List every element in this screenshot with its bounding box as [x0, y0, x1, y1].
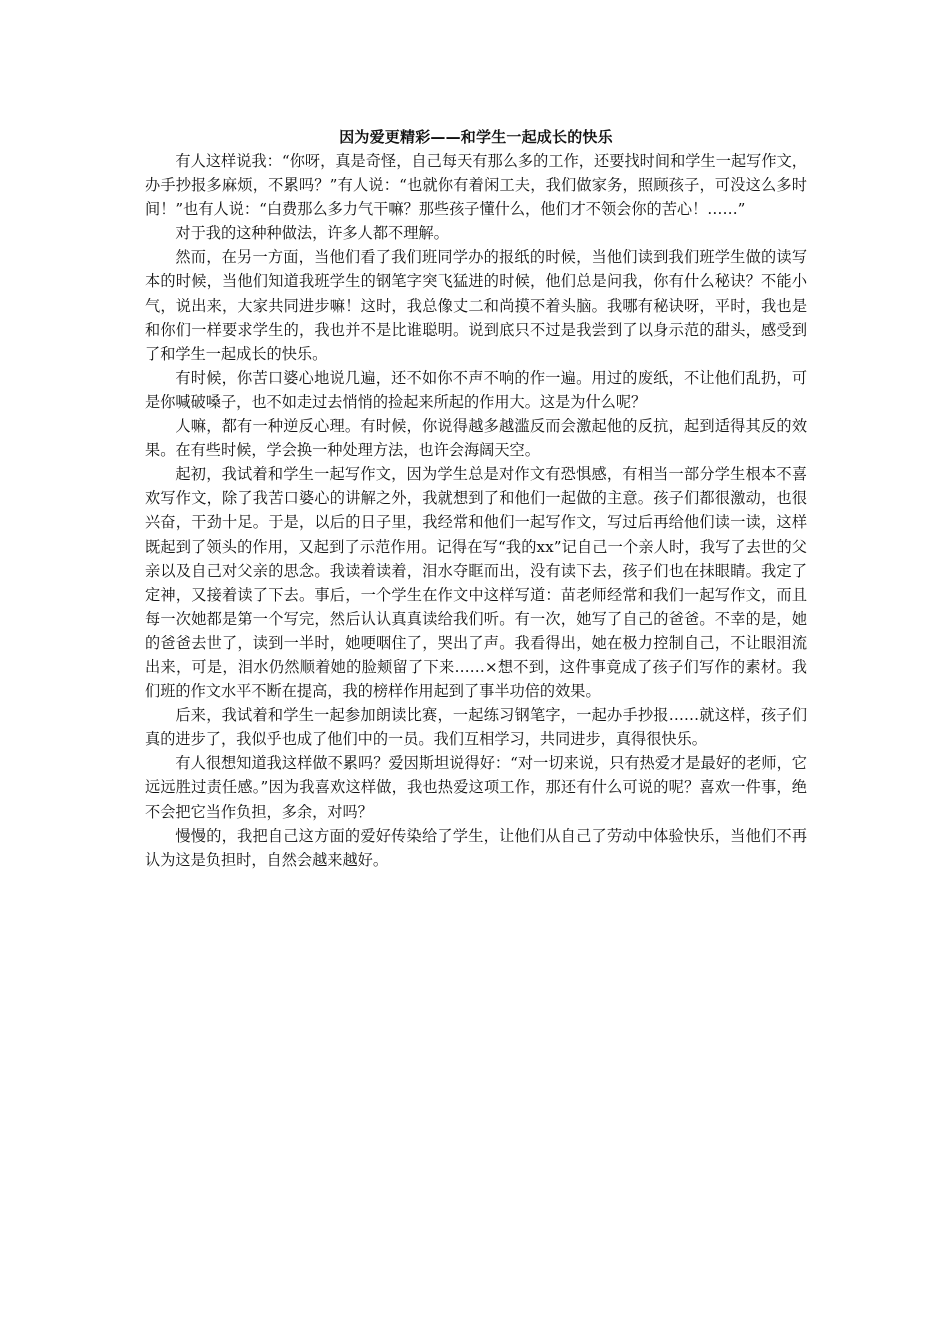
paragraph: 后来，我试着和学生一起参加朗读比赛，一起练习钢笔字，一起办手抄报……就这样，孩子们真的进步了，我似乎也成了他们中的一员。我们互相学习，共同进步，真得很快乐。 [145, 706, 807, 749]
paragraph: 有时候，你苦口婆心地说几遍，还不如你不声不响的作一遍。用过的废纸，不让他们乱扔，可是你喊破嗓子，也不如走过去悄悄的捡起来所起的作用大。这是为什么呢？ [145, 368, 807, 411]
paragraph: 有人很想知道我这样做不累吗？爱因斯坦说得好：“对一切来说，只有热爱才是最好的老师，它远远胜过责任感。”因为我喜欢这样做，我也热爱这项工作，那还有什么可说的呢？喜欢一件事，绝不会把它当作负担，多余，对吗？ [145, 754, 807, 821]
paragraph: 慢慢的，我把自己这方面的爱好传染给了学生，让他们从自己了劳动中体验快乐，当他们不再认为这是负担时，自然会越来越好。 [145, 826, 807, 869]
paragraph: 对于我的这种种做法，许多人都不理解。 [175, 224, 449, 243]
paragraph: 起初，我试着和学生一起写作文，因为学生总是对作文有恐惧感，有相当一部分学生根本不喜欢写作文，除了我苦口婆心的讲解之外，我就想到了和他们一起做的主意。孩子们都很激动，也很兴奋，干劲十足。于是，以后的日子里，我经常和他们一起写作文，写过后再给他们读一读，这样既起到了领头的作用，又起到了示范作用。记得在写“我的xx”记自己一个亲人时，我写了去世的父亲以及自己对父亲的思念。我读着读着，泪水夺眶而出，没有读下去，孩子们也在抹眼睛。我定了定神，又接着读了下去。事后，一个学生在作文中这样写道：苗老师经常和我们一起写作文，而且每一次她都是第一个写完，然后认认真真读给我们听。有一次，她写了自己的爸爸。不幸的是，她的爸爸去世了，读到一半时，她哽咽住了，哭出了声。我看得出，她在极力控制自己，不让眼泪流出来，可是，泪水仍然顺着她的脸颊留了下来……×想不到，这件事竟成了孩子们写作的素材。我们班的作文水平不断在提高，我的榜样作用起到了事半功倍的效果。 [145, 465, 807, 701]
paragraph: 人嘛，都有一种逆反心理。有时候，你说得越多越滥反而会激起他的反抗，起到适得其反的效果。在有些时候，学会换一种处理方法，也许会海阔天空。 [145, 417, 807, 460]
document-title: 因为爱更精彩——和学生一起成长的快乐 [339, 128, 613, 146]
paragraph: 然而，在另一方面，当他们看了我们班同学办的报纸的时候，当他们读到我们班学生做的读写本的时候，当他们知道我班学生的钢笔字突飞猛进的时候，他们总是问我，你有什么秘诀？不能小气，说出来，大家共同进步嘛！这时，我总像丈二和尚摸不着头脑。我哪有秘诀呀，平时，我也是和你们一样要求学生的，我也并不是比谁聪明。说到底只不过是我尝到了以身示范的甜头，感受到了和学生一起成长的快乐。 [145, 248, 807, 363]
paragraph: 有人这样说我：“你呀，真是奇怪，自己每天有那么多的工作，还要找时间和学生一起写作文，办手抄报多麻烦，不累吗？”有人说：“也就你有着闲工夫，我们做家务，照顾孩子，可没这么多时间！”也有人说：“白费那么多力气干嘛？那些孩子懂什么，他们才不领会你的苦心！……” [145, 152, 807, 219]
document-body [145, 125, 807, 872]
